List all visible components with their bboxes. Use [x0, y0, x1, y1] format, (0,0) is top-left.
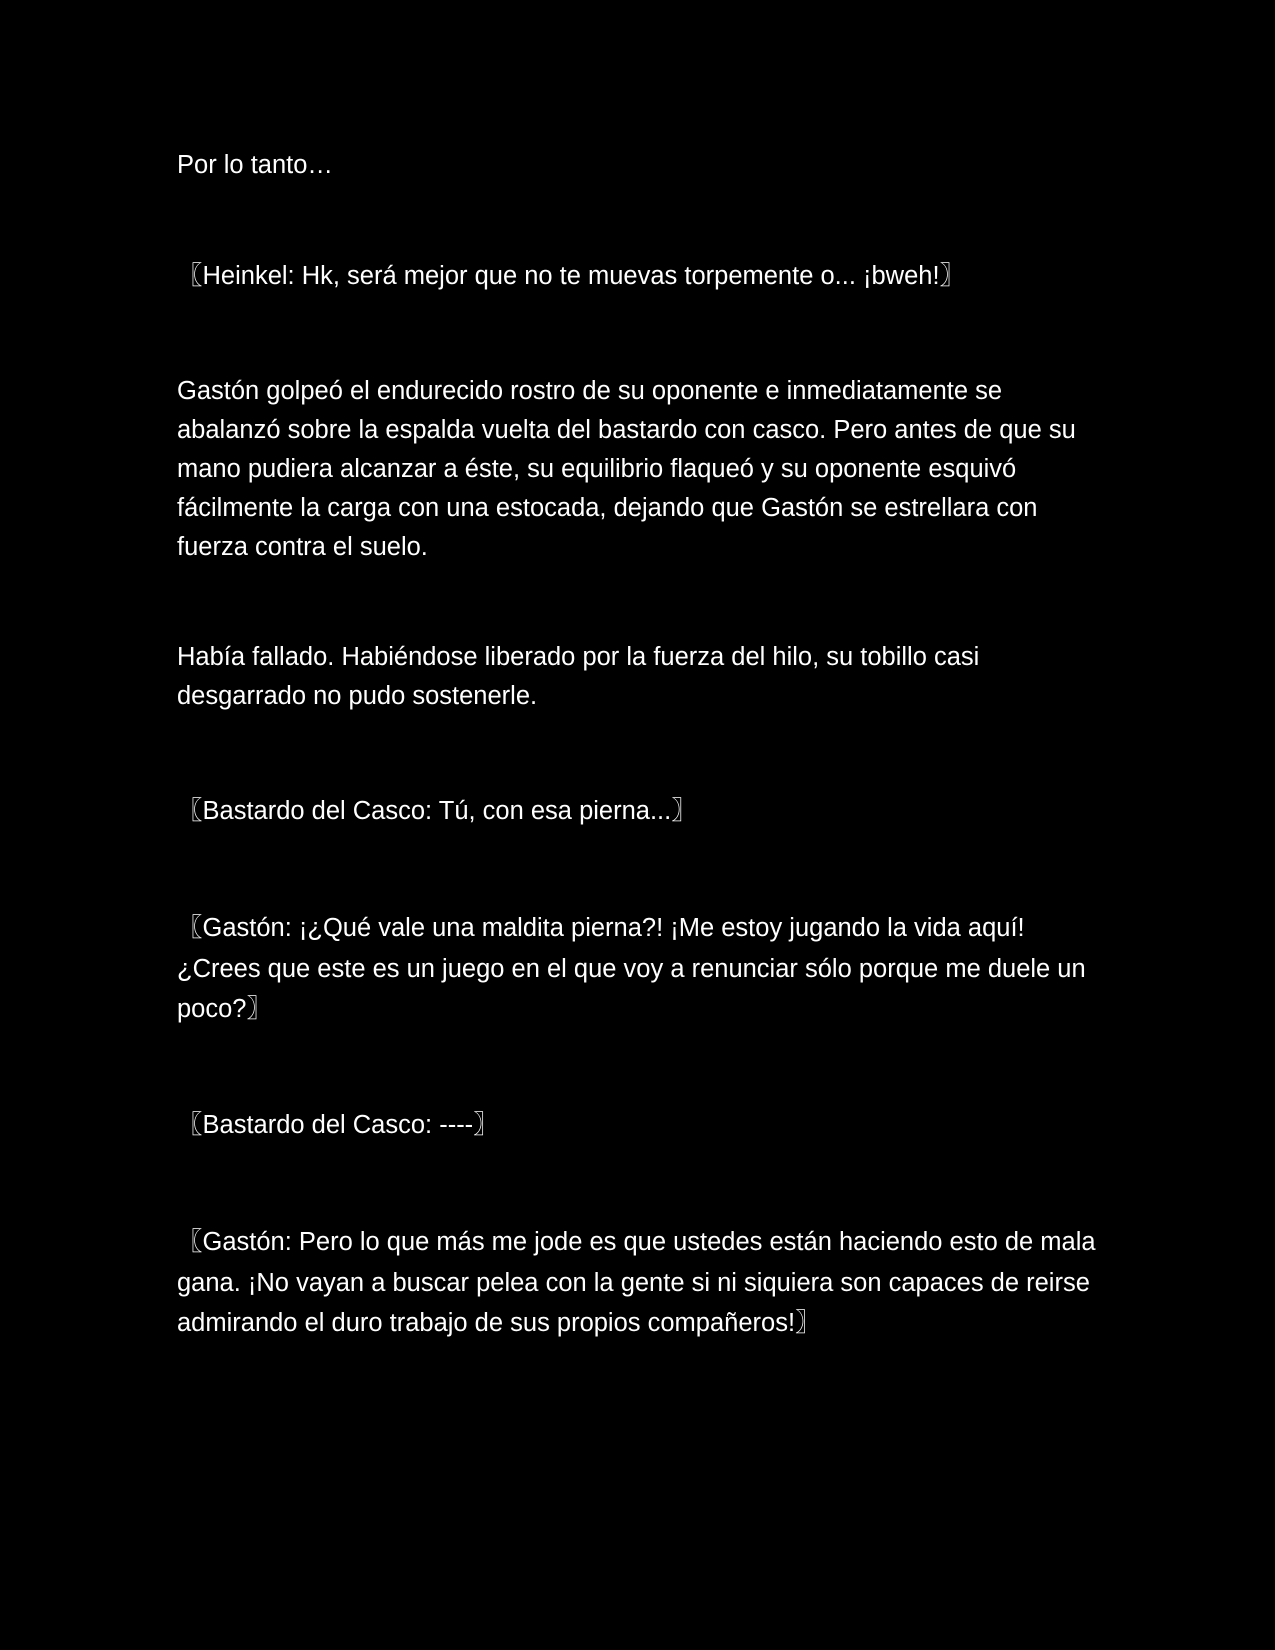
- narration-paragraph-3: Había fallado. Habiéndose liberado por la fuerza del hilo, su tobillo casi desgarrado no pudo sostenerle.: [177, 643, 980, 710]
- dialogue-bastardo-1: 〖Bastardo del Casco: Tú, con esa pierna...〗: [177, 797, 697, 825]
- narration-paragraph-1: Por lo tanto…: [177, 151, 333, 179]
- dialogue-gaston-2: 〖Gastón: Pero lo que más me jode es que ustedes están haciendo esto de mala gana. ¡No vayan a buscar pelea con la gente si ni siquiera son capaces de reirse admirando el duro trabajo de sus propios compañeros!〗: [177, 1228, 1096, 1337]
- dialogue-heinkel-1: 〖Heinkel: Hk, será mejor que no te muevas torpemente o... ¡bweh!〗: [177, 262, 966, 290]
- dialogue-bastardo-2: 〖Bastardo del Casco: ----〗: [177, 1111, 499, 1139]
- narration-paragraph-2: Gastón golpeó el endurecido rostro de su oponente e inmediatamente se abalanzó sobre la espalda vuelta del bastardo con casco. Pero antes de que su mano pudiera alcanzar a éste, su equilibrio flaqueó y su oponente esquivó fácilmente la carga con una estocada, dejando que Gastón se estrellara con fuerza contra el suelo.: [177, 377, 1076, 561]
- dialogue-gaston-1: 〖Gastón: ¡¿Qué vale una maldita pierna?! ¡Me estoy jugando la vida aquí! ¿Crees que este es un juego en el que voy a renunciar sólo porque me duele un poco?〗: [177, 914, 1086, 1023]
